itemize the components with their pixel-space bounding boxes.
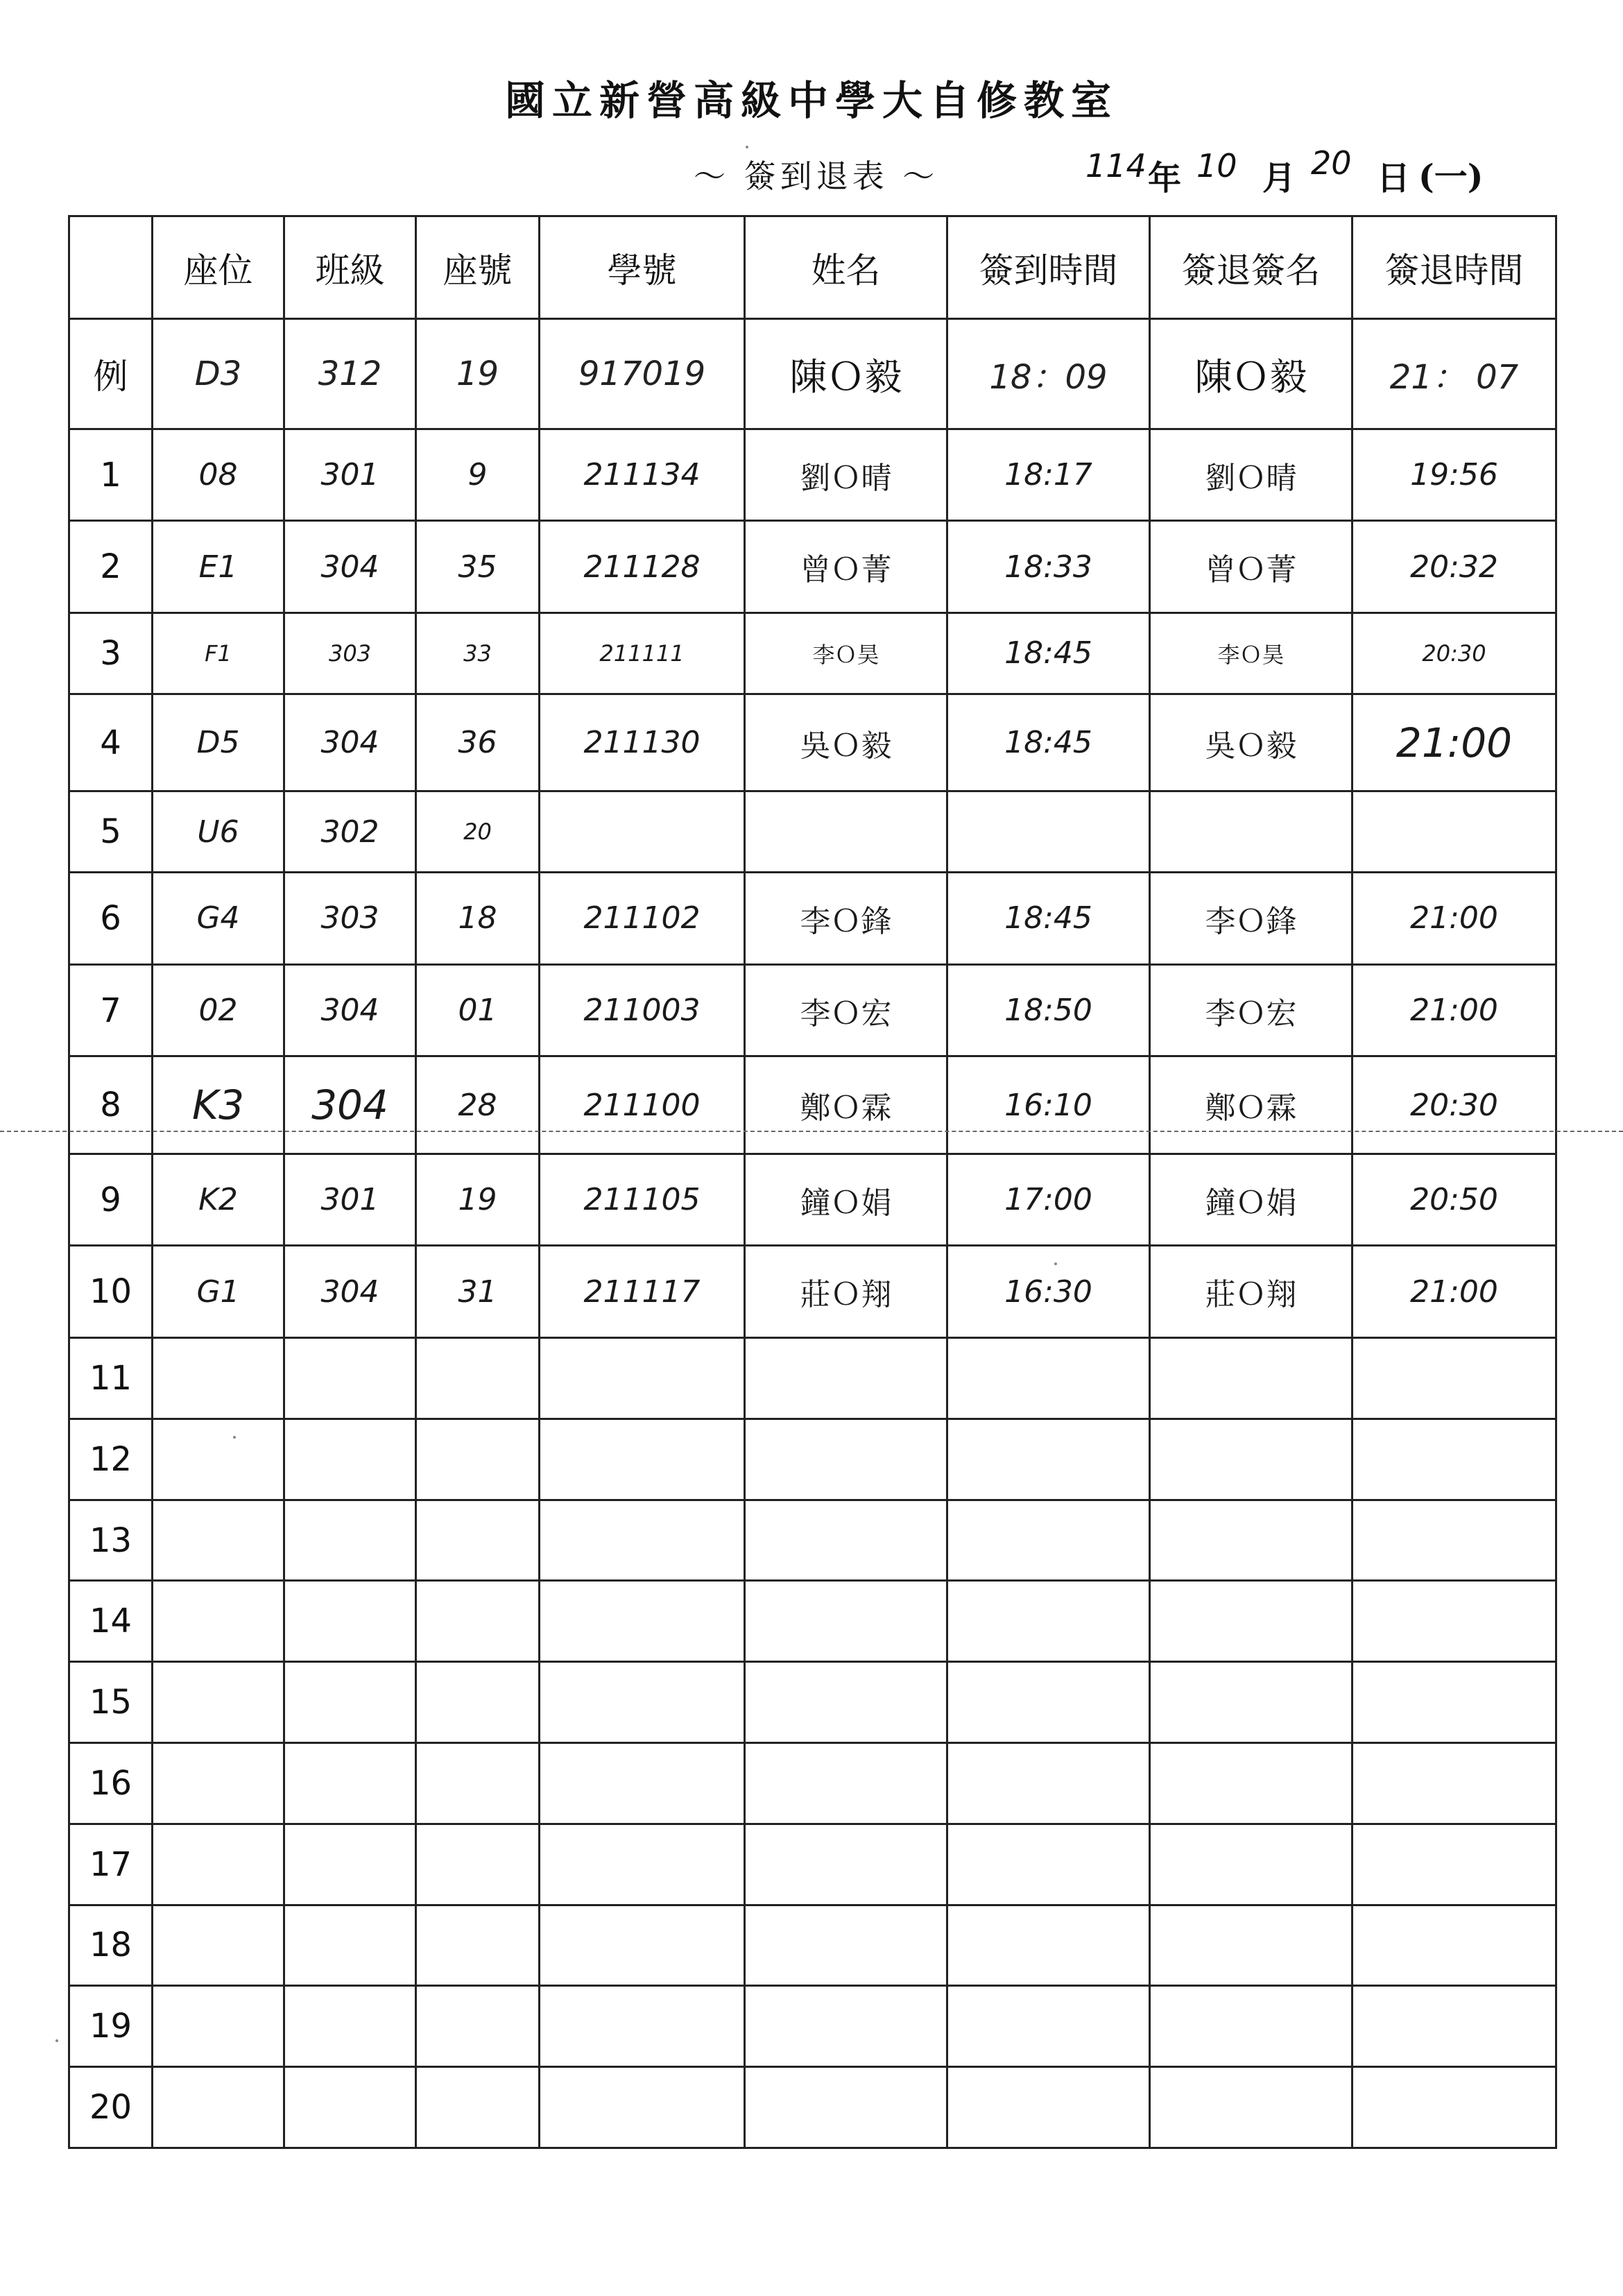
seat-no-cell: 18 — [416, 873, 540, 965]
sign-in-time-cell — [947, 1824, 1150, 1905]
student-id-cell — [540, 1662, 745, 1743]
name-signature-cell: 莊Ｏ翔 — [745, 1246, 947, 1338]
name-signature-cell — [745, 1500, 947, 1581]
name-signature-cell — [745, 2067, 947, 2148]
sign-out-signature-cell: 李Ｏ宏 — [1150, 964, 1352, 1056]
table-row — [69, 1824, 1556, 1905]
scan-speck — [746, 146, 748, 148]
seat-cell — [153, 1500, 284, 1581]
table-row — [69, 694, 1556, 791]
date-month: 10 — [1196, 147, 1237, 185]
date-month-unit: 月 — [1262, 159, 1296, 198]
example-seat-no: 19 — [416, 319, 540, 429]
sign-in-time-cell — [947, 1742, 1150, 1824]
sign-in-time-cell — [947, 1419, 1150, 1500]
name-signature-cell: 鐘Ｏ娟 — [745, 1154, 947, 1246]
seat-cell: D5 — [153, 694, 284, 791]
class-cell: 304 — [284, 521, 416, 613]
sign-out-signature-cell — [1150, 1419, 1352, 1500]
student-id-cell: 211117 — [540, 1246, 745, 1338]
sign-out-time-cell: 20:30 — [1352, 1056, 1556, 1154]
row-number: 9 — [69, 1154, 153, 1246]
sign-in-time-cell: 16:30 — [947, 1246, 1150, 1338]
page-subtitle: ～ 簽到退表 ～ — [694, 157, 939, 195]
sign-in-time-cell: 18:50 — [947, 964, 1150, 1056]
student-id-cell: 211102 — [540, 873, 745, 965]
sign-out-signature-cell — [1150, 1581, 1352, 1662]
header-cell-index — [69, 216, 153, 319]
sign-out-signature-cell: 吳Ｏ毅 — [1150, 694, 1352, 791]
seat-no-cell — [416, 2067, 540, 2148]
seat-cell — [153, 1824, 284, 1905]
sign-in-time-cell: 18:45 — [947, 873, 1150, 965]
name-signature-cell: 李Ｏ宏 — [745, 964, 947, 1056]
class-cell — [284, 2067, 416, 2148]
student-id-cell — [540, 791, 745, 873]
header-cell-student-id: 學號 — [540, 216, 745, 319]
table-row — [69, 1056, 1556, 1154]
example-sign-out: 21： 07 — [1352, 319, 1556, 429]
sign-out-time-cell — [1352, 1419, 1556, 1500]
seat-cell: E1 — [153, 521, 284, 613]
seat-cell — [153, 1338, 284, 1419]
class-cell: 301 — [284, 1154, 416, 1246]
class-cell: 302 — [284, 791, 416, 873]
seat-cell: 02 — [153, 964, 284, 1056]
seat-cell: K2 — [153, 1154, 284, 1246]
sign-out-signature-cell — [1150, 1500, 1352, 1581]
row-number: 5 — [69, 791, 153, 873]
sign-in-time-cell — [947, 1581, 1150, 1662]
student-id-cell: 211130 — [540, 694, 745, 791]
class-cell — [284, 1662, 416, 1743]
seat-no-cell: 28 — [416, 1056, 540, 1154]
sign-out-signature-cell: 鄭Ｏ霖 — [1150, 1056, 1352, 1154]
seat-cell: 08 — [153, 429, 284, 521]
sign-out-time-cell: 20:32 — [1352, 521, 1556, 613]
sign-out-signature-cell — [1150, 1742, 1352, 1824]
row-number: 6 — [69, 873, 153, 965]
sign-out-time-cell — [1352, 1338, 1556, 1419]
sign-out-signature-cell — [1150, 1662, 1352, 1743]
sign-in-time-cell — [947, 1500, 1150, 1581]
class-cell: 304 — [284, 1246, 416, 1338]
row-number: 17 — [69, 1824, 153, 1905]
seat-no-cell: 01 — [416, 964, 540, 1056]
header-cell-sign-in-time: 簽到時間 — [947, 216, 1150, 319]
sign-out-time-cell: 21:00 — [1352, 873, 1556, 965]
row-number: 13 — [69, 1500, 153, 1581]
row-number: 16 — [69, 1742, 153, 1824]
sign-in-time-cell — [947, 2067, 1150, 2148]
seat-cell — [153, 2067, 284, 2148]
row-number: 14 — [69, 1581, 153, 1662]
table-row — [69, 1246, 1556, 1338]
seat-cell: K3 — [153, 1056, 284, 1154]
student-id-cell: 211100 — [540, 1056, 745, 1154]
sign-out-time-cell: 20:50 — [1352, 1154, 1556, 1246]
seat-no-cell: 36 — [416, 694, 540, 791]
table-row — [69, 1154, 1556, 1246]
sign-out-signature-cell: 李Ｏ鋒 — [1150, 873, 1352, 965]
class-cell — [284, 1742, 416, 1824]
table-row — [69, 1742, 1556, 1824]
header-cell-name: 姓名 — [745, 216, 947, 319]
seat-no-cell: 35 — [416, 521, 540, 613]
sign-out-signature-cell: 曾Ｏ菁 — [1150, 521, 1352, 613]
sign-out-time-cell: 21:00 — [1352, 964, 1556, 1056]
student-id-cell — [540, 1581, 745, 1662]
example-class: 312 — [284, 319, 416, 429]
seat-no-cell — [416, 1500, 540, 1581]
seat-no-cell — [416, 1581, 540, 1662]
row-number: 12 — [69, 1419, 153, 1500]
seat-no-cell — [416, 1338, 540, 1419]
table-row — [69, 1986, 1556, 2067]
row-number: 10 — [69, 1246, 153, 1338]
sign-in-time-cell: 18:45 — [947, 613, 1150, 694]
seat-no-cell — [416, 1986, 540, 2067]
class-cell: 304 — [284, 1056, 416, 1154]
table-row — [69, 1581, 1556, 1662]
student-id-cell — [540, 1338, 745, 1419]
table-row — [69, 429, 1556, 521]
date-year-unit: 年 — [1148, 159, 1182, 198]
seat-cell: G1 — [153, 1246, 284, 1338]
name-signature-cell — [745, 1338, 947, 1419]
row-number: 4 — [69, 694, 153, 791]
class-cell: 304 — [284, 694, 416, 791]
student-id-cell: 211128 — [540, 521, 745, 613]
row-number: 18 — [69, 1905, 153, 1986]
table-row — [69, 1419, 1556, 1500]
seat-no-cell — [416, 1419, 540, 1500]
table-row — [69, 791, 1556, 873]
sign-in-time-cell: 17:00 — [947, 1154, 1150, 1246]
sign-out-signature-cell — [1150, 791, 1352, 873]
class-cell — [284, 1986, 416, 2067]
sign-out-signature-cell: 鐘Ｏ娟 — [1150, 1154, 1352, 1246]
sign-out-signature-cell: 李Ｏ昊 — [1150, 613, 1352, 694]
row-number: 8 — [69, 1056, 153, 1154]
name-signature-cell — [745, 791, 947, 873]
example-label: 例 — [69, 319, 153, 429]
name-signature-cell — [745, 1581, 947, 1662]
class-cell — [284, 1581, 416, 1662]
table-row — [69, 1500, 1556, 1581]
student-id-cell — [540, 1419, 745, 1500]
table-row — [69, 521, 1556, 613]
header-cell-seat-no: 座號 — [416, 216, 540, 319]
sign-out-time-cell — [1352, 1905, 1556, 1986]
name-signature-cell — [745, 1824, 947, 1905]
name-signature-cell: 李Ｏ昊 — [745, 613, 947, 694]
table-row — [69, 1905, 1556, 1986]
seat-no-cell — [416, 1824, 540, 1905]
sign-out-signature-cell: 劉Ｏ晴 — [1150, 429, 1352, 521]
scan-speck — [1054, 1262, 1057, 1265]
header-cell-seat: 座位 — [153, 216, 284, 319]
name-signature-cell — [745, 1905, 947, 1986]
name-signature-cell — [745, 1662, 947, 1743]
page-title: 國立新營高級中學大自修教室 — [504, 77, 1118, 124]
sign-in-table — [68, 215, 1557, 2149]
seat-cell — [153, 1742, 284, 1824]
row-number: 1 — [69, 429, 153, 521]
sign-out-time-cell — [1352, 1662, 1556, 1743]
example-sign-out-name: 陳Ｏ毅 — [1150, 319, 1352, 429]
seat-cell — [153, 1905, 284, 1986]
sign-out-signature-cell — [1150, 1986, 1352, 2067]
table-row — [69, 613, 1556, 694]
header-cell-sign-out-name: 簽退簽名 — [1150, 216, 1352, 319]
example-row — [69, 319, 1556, 429]
row-number: 15 — [69, 1662, 153, 1743]
seat-cell: F1 — [153, 613, 284, 694]
seat-no-cell: 9 — [416, 429, 540, 521]
seat-no-cell: 19 — [416, 1154, 540, 1246]
table-row — [69, 1338, 1556, 1419]
row-number: 3 — [69, 613, 153, 694]
sign-out-signature-cell: 莊Ｏ翔 — [1150, 1246, 1352, 1338]
student-id-cell — [540, 1500, 745, 1581]
name-signature-cell: 曾Ｏ菁 — [745, 521, 947, 613]
seat-no-cell: 33 — [416, 613, 540, 694]
seat-no-cell: 31 — [416, 1246, 540, 1338]
table-row — [69, 1662, 1556, 1743]
sign-out-signature-cell — [1150, 1905, 1352, 1986]
header-row — [69, 216, 1556, 319]
sign-in-time-cell: 18:17 — [947, 429, 1150, 521]
class-cell: 304 — [284, 964, 416, 1056]
seat-no-cell — [416, 1742, 540, 1824]
row-number: 19 — [69, 1986, 153, 2067]
row-number: 11 — [69, 1338, 153, 1419]
sign-out-time-cell — [1352, 1500, 1556, 1581]
name-signature-cell: 李Ｏ鋒 — [745, 873, 947, 965]
student-id-cell — [540, 2067, 745, 2148]
name-signature-cell — [745, 1986, 947, 2067]
sign-out-signature-cell — [1150, 1338, 1352, 1419]
seat-cell: U6 — [153, 791, 284, 873]
header-cell-class: 班級 — [284, 216, 416, 319]
student-id-cell — [540, 1986, 745, 2067]
row-number: 20 — [69, 2067, 153, 2148]
class-cell: 303 — [284, 873, 416, 965]
sign-out-time-cell — [1352, 1986, 1556, 2067]
seat-cell — [153, 1419, 284, 1500]
sign-in-time-cell: 16:10 — [947, 1056, 1150, 1154]
sign-in-time-cell — [947, 791, 1150, 873]
sign-out-time-cell: 20:30 — [1352, 613, 1556, 694]
sign-out-time-cell — [1352, 791, 1556, 873]
name-signature-cell: 鄭Ｏ霖 — [745, 1056, 947, 1154]
date-day: 20 — [1311, 144, 1352, 182]
header-cell-sign-out-time: 簽退時間 — [1352, 216, 1556, 319]
example-sign-in: 18：09 — [947, 319, 1150, 429]
seat-cell — [153, 1662, 284, 1743]
seat-cell — [153, 1986, 284, 2067]
sign-out-time-cell — [1352, 1581, 1556, 1662]
sign-in-time-cell: 18:33 — [947, 521, 1150, 613]
row-number: 7 — [69, 964, 153, 1056]
table-row — [69, 2067, 1556, 2148]
class-cell — [284, 1824, 416, 1905]
sign-out-signature-cell — [1150, 2067, 1352, 2148]
sign-out-time-cell — [1352, 2067, 1556, 2148]
sign-out-signature-cell — [1150, 1824, 1352, 1905]
seat-no-cell — [416, 1905, 540, 1986]
student-id-cell — [540, 1824, 745, 1905]
scan-artifact-line — [0, 1131, 1623, 1132]
student-id-cell — [540, 1742, 745, 1824]
name-signature-cell — [745, 1742, 947, 1824]
class-cell — [284, 1419, 416, 1500]
table-row — [69, 964, 1556, 1056]
student-id-cell: 211111 — [540, 613, 745, 694]
seat-no-cell — [416, 1662, 540, 1743]
date-year: 114 — [1085, 147, 1147, 185]
scan-speck — [55, 2039, 58, 2042]
sign-in-time-cell — [947, 1338, 1150, 1419]
seat-cell — [153, 1581, 284, 1662]
sign-out-time-cell — [1352, 1742, 1556, 1824]
seat-no-cell: 20 — [416, 791, 540, 873]
class-cell — [284, 1905, 416, 1986]
sign-in-time-cell: 18:45 — [947, 694, 1150, 791]
sign-in-time-cell — [947, 1905, 1150, 1986]
class-cell — [284, 1338, 416, 1419]
scan-speck — [233, 1436, 236, 1439]
student-id-cell: 211003 — [540, 964, 745, 1056]
name-signature-cell: 劉Ｏ晴 — [745, 429, 947, 521]
sign-in-time-cell — [947, 1986, 1150, 2067]
sign-out-time-cell: 21:00 — [1352, 1246, 1556, 1338]
date-day-unit: 日 — [1377, 159, 1411, 198]
seat-cell: G4 — [153, 873, 284, 965]
sign-out-time-cell — [1352, 1824, 1556, 1905]
student-id-cell — [540, 1905, 745, 1986]
student-id-cell: 211134 — [540, 429, 745, 521]
date-weekday: (一) — [1418, 157, 1484, 196]
sign-out-time-cell: 21:00 — [1352, 694, 1556, 791]
name-signature-cell: 吳Ｏ毅 — [745, 694, 947, 791]
class-cell — [284, 1500, 416, 1581]
sign-in-time-cell — [947, 1662, 1150, 1743]
example-seat: D3 — [153, 319, 284, 429]
sign-out-time-cell: 19:56 — [1352, 429, 1556, 521]
example-student-id: 917019 — [540, 319, 745, 429]
class-cell: 301 — [284, 429, 416, 521]
row-number: 2 — [69, 521, 153, 613]
table-row — [69, 873, 1556, 965]
class-cell: 303 — [284, 613, 416, 694]
student-id-cell: 211105 — [540, 1154, 745, 1246]
name-signature-cell — [745, 1419, 947, 1500]
example-name: 陳Ｏ毅 — [745, 319, 947, 429]
